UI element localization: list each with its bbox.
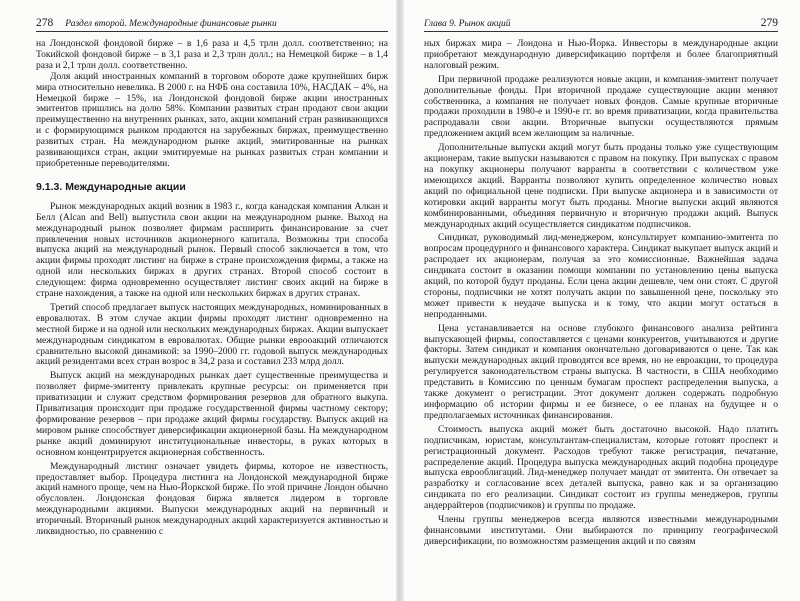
section-title: 9.1.3. Международные акции	[36, 180, 186, 193]
right-page-body	[424, 39, 778, 548]
paragraph: При первичной продаже реализуются новые акции, и компания-эмитент получает дополнительные фонды. При вторичной продаже существующие акции меняют собственника, а компания не получает новых фондов. Самые крупные вторичные продажи проходили в 1980-е и 1990-е гг. во время приватизации, когда правительства распродавали свои акции. Вторичные выпуски осуществляются прямым предложением акций всем желающим за наличные.	[424, 73, 778, 140]
paragraph: Синдикат, руководимый лид-менеджером, консультирует компанию-эмитента по вопросам процедурного и финансового характера. Синдикат выкупает выпуск акций и распродает их акционерам, получая за это комиссионные. Важнейшая задача синдиката состоит в оказании помощи компании по установлению цены выпуска акций, по которой будут проданы. Если цена акции дешевле, чем они стоят. С другой стороны, подписчики не хотят получать акции по завышенной цене, поскольку это может привести к неудаче выпуска и к тому, что акции могут остаться в непроданными.	[424, 232, 778, 320]
left-page	[0, 0, 398, 601]
paragraph: Цена устанавливается на основе глубокого финансового анализа рейтинга выпускающей фирмы, сопоставляется с ценами конкурентов, учитываются и другие факторы. Затем синдикат и компания окончательно договариваются о цене. Так как выпуски международных акций проводятся все время, но не евроакции, то процедура регулируется законодательством страны выпуска. В частности, в США необходимо представить в Комиссию по ценным бумагам проспект распределения выпуска, а также документ о регистрации. Этот документ должен содержать подробную информацию об истории фирмы и ее бизнесе, о ее планах на будущее и о предполагаемых источниках финансирования.	[424, 322, 778, 421]
paragraph: Стоимость выпуска акций может быть достаточно высокой. Надо платить подписчикам, юристам, консультантам-специалистам, которые готовят проспект и регистрационный документ. Расходов требуют также регистрация, печатание, распределение акций. Процедура выпуска международных акций подобна процедуре выпуска еврооблигаций. Лид-менеджер получает мандат от эмитента. Он отвечает за разработку и согласование всех деталей выпуска, равно как и за организацию синдиката по его реализации. Синдикат состоит из группы менеджеров, группы андеррайтеров (подписчиков) и группы по продаже.	[424, 423, 778, 512]
paragraph: Члены группы менеджеров всегда являются известными международными финансовыми институтами. Они выбираются по принципу географической диверсификации, по возможностям размещения акций и по связям	[424, 514, 778, 547]
left-page-header	[36, 8, 388, 32]
page-number-right: 279	[760, 17, 778, 29]
paragraph: Третий способ предлагает выпуск настоящих международных, номинированных в евровалютах. В этом случае акции фирмы проходят листинг одновременно на местной бирже и на одной или нескольких международных биржах. Акции выпускает международным синдикатом в евровалютах. Общие рынки еврооакций отличаются сравнительно высокой динамикой: за 1990–2000 гг. годовой выпуск международных акций резидентами всех стран возрос в 34,2 раза и составил 233 млрд долл.	[36, 301, 388, 368]
paragraph: Доля акций иностранных компаний в торговом обороте даже крупнейших бирж мира относительно невелика. В 2000 г. на НФБ она составила 10%, НАСДАК – 4%, на Немецкой бирже – 15%, на Лондонской фондовой бирже акции иностранных эмитентов пришлись на долю 58%. Компании развитых стран продают свои акции преимущественно на внутренних рынках, зато, акции компаний стран развивающихся и с формирующимся рынком продаются на зарубежных биржах, преимущественно развитых стран. На международном рынке акций, эмитированные на рынках развивающихся стран, акции эмитируемые на рынках развитых стран компании и приобретенные переводителями.	[36, 70, 388, 169]
paragraph: Дополнительные выпуски акций могут быть проданы только уже существующим акционерам, такие выпуски называются с правом на покупку. При выпусках с правом на покупку акционеры получают варранты в соответствии с количеством уже имеющихся акций. Варранты позволяют купить определенное количество новых акций по официальной цене подписки. При выпуске акционера и в зависимости от котировки акций варранты могут быть проданы. Многие выпуски акций являются комбинированными, объединяя первичную и вторичную продажи акций. Выпуск международных акций осуществляется синдикатом подписчиков.	[424, 142, 778, 230]
right-page	[402, 0, 800, 601]
paragraph: ных биржах мира – Лондона и Нью-Йорка. Инвесторы в международные акции приобретают международную диверсификацию портфеля и более благоприятный налоговый режим.	[424, 38, 778, 71]
paragraph: Международный листинг означает увидеть фирмы, которое не известность, предоставляет выбор. Процедура листинга на Лондонской международной бирже акций намного проще, чем на Нью-Йоркской бирже. По этой причине Лондон обычно обусловлен. Лондонская фондовая биржа является лидером в торговле международными акциями. Выпуски международных акций на первичный и вторичный. Вторичный рынок международных акций характеризуется активностью и ликвидностью, по сравнению с	[36, 460, 388, 538]
paragraph: на Лондонской фондовой бирже – в 1,6 раза и 4,5 трлн долл. соответственно; на Токийской фондовой бирже – в 3,1 раза и 2,3 трлн долл.; на Немецкой бирже – в 1,4 раза и 2,1 трлн долл. соответственно.	[36, 38, 388, 71]
running-head-right: Глава 9. Рынок акций	[424, 19, 511, 29]
left-page-body	[36, 39, 388, 538]
page-number-left: 278	[36, 17, 54, 29]
right-page-header	[424, 8, 778, 32]
paragraph: Выпуск акций на международных рынках дает существенные преимущества и позволяет фирме-эмитенту привлекать крупные ресурсы: он применяется при приватизации и служит средством формирования резервов для обратного выкупа. Приватизация происходит при продаже государственной фирмы частному сектору; формирование резервов – при продаже акций фирмы государству. Выпуск акций на мировом рынке способствует диверсификации акционерной базы. На международном рынке акций доминируют институциональные инвесторы, в руках которых в основном концентрируется акционерная собственность.	[36, 370, 388, 458]
running-head-left: Раздел второй. Международные финансовые рынки	[65, 19, 277, 29]
paragraph: Рынок международных акций возник в 1983 г., когда канадская компания Алкан и Белл (Alcan and Bell) выпустила свои акции на международном рынке. Выход на международный рынок позволяет фирмам расширить финансирование за счет привлечения новых источников акционерного капитала. Возможны три способа выпуска акций на международный рынок. Первый способ заключается в том, что акции фирмы проходят листинг на бирже в стране происхождения фирмы, а также на одной или нескольких биржах в других странах. Второй способ состоит в следующем: фирма одновременно осуществляет листинг своих акций на бирже в стране нахождения, а также на одной или нескольких биржах в других странах.	[36, 200, 388, 300]
